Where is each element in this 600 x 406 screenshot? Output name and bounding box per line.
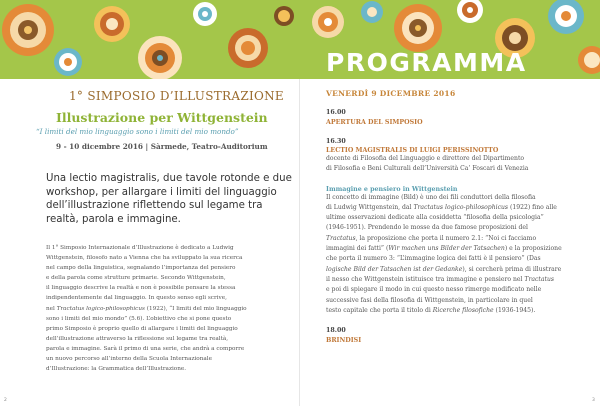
circle-left-4 — [138, 36, 182, 79]
lecture-abstract: Il concetto di immagine (Bild) è uno dei fili conduttori della filosofia di Ludwig Wittgenstein, dal Tractatus logico-philosophicus (1922) fino alle ultime osservazioni dedicate alla cosiddetta “filosofia della psicologia” (1946-1951). Prendendo le mosse da due famose proposizioni del Tractatus, la proposizione che porta il numero 2.1: “Noi ci facciamo immagini dei fatti” (Wir machen uns Bilder der Tatsachen) e la proposizione che porta il numero 3: “L’immagine logica dei fatti è il pensiero” (Das logische Bild der Tatsachen ist der Gedanke), si cercherà prima di illustrare il nesso che Wittgenstein istituisce tra immagine e pensiero nel Tractatus e poi di spiegare il modo in cui questo nesso rimerge modificato nelle successive fasi della filosofia di Wittgenstein, in particolare in quel testo capitale che porta il titolo di Ricerche filosofiche (1936-1945). — [326, 193, 562, 314]
circle-left-5 — [193, 2, 217, 26]
page-number-left: 2 — [4, 398, 7, 403]
circle-left-3 — [94, 6, 130, 42]
programma-title: PROGRAMMA — [326, 48, 527, 77]
time-3: 18.00 — [326, 327, 346, 335]
page-number-right: 3 — [592, 398, 595, 403]
circle-right-6 — [548, 0, 584, 34]
event-quote: “I limiti del mio linguaggio sono i limiti del mio mondo” — [36, 127, 239, 136]
circle-left-7 — [274, 6, 294, 26]
date-place: 9 - 10 dicembre 2016 | Sàrmede, Teatro-Auditorium — [56, 142, 268, 151]
body-paragraph: Il 1° Simposio Internazionale d’Illustrazione è dedicato a Ludwig Wittgenstein, filosofo nato a Vienna che ha sviluppato la sua ricerca nel campo della linguistica, segnalando l’importanza del pensiero e della parola come strutture primarie. Secondo Wittgenstein, il linguaggio descrive la realtà e non è possibile pensare la stessa indipendentemente dal linguaggio. In questo senso egli scrive, nel Tractatus logico-philosophicus (1922), “I limiti del mio linguaggio sono i limiti del mio mondo” (5.6). L’obiettivo che si pone questo primo Simposio è proprio quello di allargare i limiti del linguaggio dell’illustrazione attraverso la riflessione sul legame tra realtà, parola e immagine. Sarà il primo di una serie, che andrà a comporre un nuovo percorso all’interno della Scuola Internazionale d’Illustrazione: la Grammatica dell’Illustrazione. — [46, 245, 247, 373]
speaker-description: docente di Filosofia del Linguaggio e direttore del Dipartimento di Filosofia e Beni Culturali dell’Università Ca’ Foscari di Venezia — [326, 155, 529, 173]
circle-left-6 — [228, 28, 268, 68]
circle-right-7 — [578, 46, 600, 74]
event-lectio: LECTIO MAGISTRALIS DI LUIGI PERISSINOTTO — [326, 147, 499, 154]
event-brindisi: BRINDISI — [326, 337, 362, 345]
day-heading: VENERDÌ 9 DICEMBRE 2016 — [326, 89, 456, 98]
right-page — [326, 89, 588, 344]
circle-right-1 — [312, 6, 344, 38]
circle-right-2 — [361, 1, 383, 23]
circle-left-2 — [54, 48, 82, 76]
symposium-heading: 1° SIMPOSIO D’ILLUSTRAZIONE — [69, 89, 284, 103]
time-1: 16.00 — [326, 109, 346, 116]
lecture-subheading: Immagine e pensiero in Wittgenstein — [326, 185, 458, 193]
circle-right-4 — [457, 0, 483, 23]
page-fold-divider — [299, 79, 300, 406]
lead-paragraph: Una lectio magistralis, due tavole rotonde e due workshop, per allargare i limiti del linguaggio dell’illustrazione riflettendo sul legame tra realtà, parola e immagine. — [46, 173, 292, 225]
circle-right-3 — [394, 4, 442, 52]
left-page — [32, 89, 292, 374]
event-opening: APERTURA DEL SIMPOSIO — [326, 119, 423, 126]
circle-left-1 — [2, 4, 54, 56]
time-2: 16.30 — [326, 138, 346, 145]
event-title: Illustrazione per Wittgenstein — [56, 110, 268, 125]
